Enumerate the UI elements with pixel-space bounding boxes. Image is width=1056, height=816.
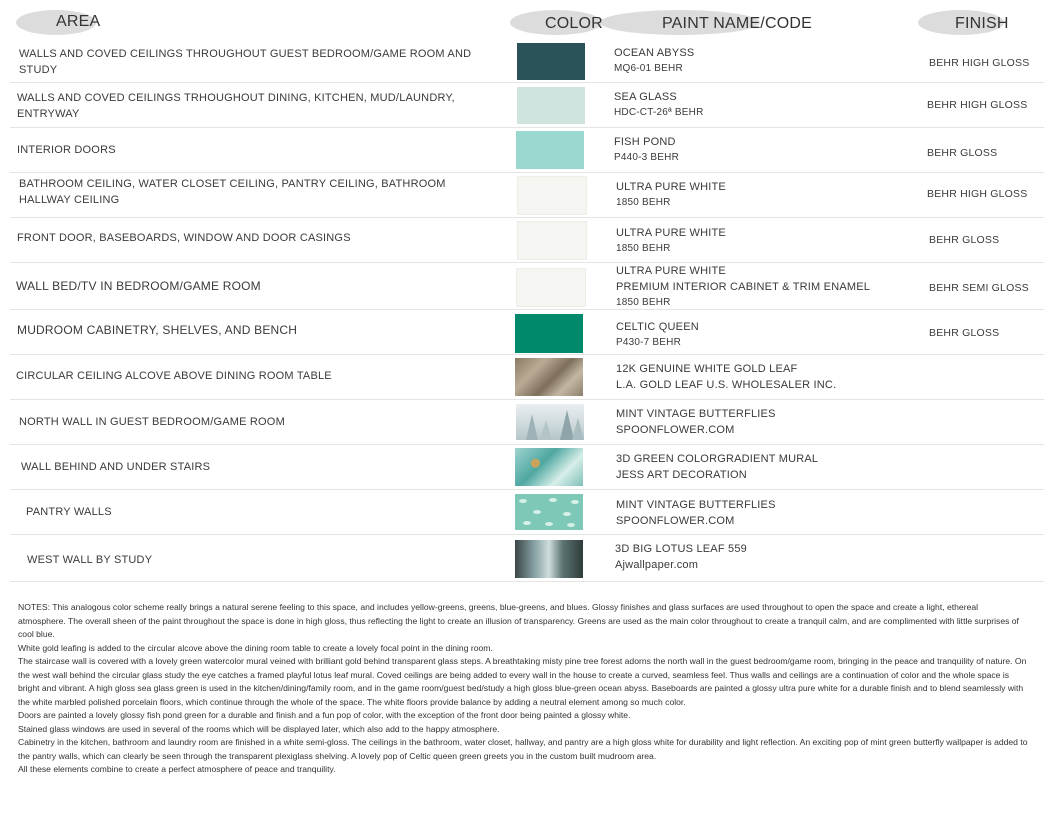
area-cell: BATHROOM CEILING, WATER CLOSET CEILING, PANTRY CEILING, BATHROOM HALLWAY CEILING — [19, 178, 446, 206]
notes-section — [18, 601, 1028, 777]
gold-leaf-swatch — [515, 358, 583, 396]
paint-cell — [614, 89, 704, 121]
paint-cell — [616, 497, 776, 529]
color-swatch — [516, 268, 586, 307]
notes-paragraph: Cabinetry in the kitchen, bathroom and laundry room are finished in a white semi-gloss. The ceilings in the bathroom, water closet, hallway, and pantry are a high gloss white for durability and light reflection. An exciting pop of mint green butterfly wallpaper is added to the pantry walls, which can clearly be seen through the transparent plexiglass shelving. A lovely pop of Celtic queen green greets you in the custom built mudroom area. — [18, 737, 1028, 761]
paint-cell — [616, 179, 726, 211]
finish-cell: BEHR HIGH GLOSS — [929, 57, 1030, 69]
paint-cell — [616, 263, 870, 311]
paint-code: 1850 BEHR — [616, 297, 671, 308]
forest-mural-swatch — [516, 404, 584, 440]
area-cell: WALLS AND COVED CEILINGS THROUGHOUT GUEST BEDROOM/GAME ROOM AND STUDY — [19, 48, 472, 76]
notes-paragraph: White gold leafing is added to the circular alcove above the dining room table to create a lovely focal point in the dining room. — [18, 642, 493, 653]
paint-cell — [616, 361, 836, 393]
paint-source: SPOONFLOWER.COM — [616, 515, 735, 527]
paint-cell — [614, 134, 679, 166]
area-cell: NORTH WALL IN GUEST BEDROOM/GAME ROOM — [19, 416, 285, 428]
paint-name: 12K GENUINE WHITE GOLD LEAF — [616, 363, 798, 375]
finish-cell: BEHR SEMI GLOSS — [929, 282, 1029, 294]
finish-cell: BEHR HIGH GLOSS — [927, 188, 1028, 200]
area-cell: MUDROOM CABINETRY, SHELVES, AND BENCH — [17, 323, 298, 337]
notes-paragraph: Doors are painted a lovely glossy fish pond green for a durable and finish and a fun pop of color, with the exception of the front door being painted a glossy white. — [18, 710, 631, 720]
paint-code: 1850 BEHR — [616, 243, 671, 254]
lotus-mural-swatch — [515, 540, 583, 578]
color-header: COLOR — [545, 15, 603, 32]
notes-paragraph: All these elements combine to create a perfect atmosphere of peace and tranquility. — [18, 764, 336, 774]
area-cell: FRONT DOOR, BASEBOARDS, WINDOW AND DOOR CASINGS — [17, 232, 351, 244]
paint-name: SEA GLASS — [614, 91, 677, 103]
paint-name: MINT VINTAGE BUTTERFLIES — [616, 499, 776, 511]
paint-code: MQ6-01 BEHR — [614, 63, 683, 74]
watercolor-mural-swatch — [515, 448, 583, 486]
paint-cell — [615, 541, 747, 573]
finish-header: FINISH — [955, 15, 1009, 32]
area-cell: WALL BEHIND AND UNDER STAIRS — [21, 461, 211, 473]
notes-paragraph: The staircase wall is covered with a lovely green watercolor mural veined with brilliant gold behind transparent glass steps. A breathtaking misty pine tree forest adorns the north wall in the guest bedroom/game room, bringing in the peace and tranquility of nature. On the west wall behind the circular glass study the eye catches a framed playful lotus leaf mural. Coved ceilings are being added to every wall in the house to create a curved, seamless feel. Thus walls and ceilings are a continuation of color and the whole space is bright and vibrant. A high gloss sea glass green is used in the kitchen/dining/family room, and in the game room/guest bed/study a high gloss blue-green ocean abyss. Baseboards are painted a glossy ultra pure white for a durable finish and to blend seamlessly with the white marbled polished porcelain floors, which continue through the whole of the space. The white floors provide balance by adding a neutral element among so much color. — [18, 656, 1027, 707]
color-swatch — [515, 314, 583, 353]
area-cell: CIRCULAR CEILING ALCOVE ABOVE DINING ROOM TABLE — [16, 370, 332, 382]
paint-cell — [616, 319, 699, 351]
paint-source: Ajwallpaper.com — [615, 559, 699, 571]
paint-cell — [616, 406, 776, 438]
paint-source: SPOONFLOWER.COM — [616, 424, 735, 436]
area-cell: WEST WALL BY STUDY — [27, 554, 153, 566]
paint-name: ULTRA PURE WHITE — [616, 227, 726, 239]
color-swatch — [517, 43, 585, 80]
finish-cell: BEHR GLOSS — [929, 234, 1000, 246]
paint-name: FISH POND — [614, 136, 676, 148]
area-header: AREA — [56, 13, 101, 30]
notes-paragraph: Stained glass windows are used in several of the rooms which will be displayed later, which also add to the happy atmosphere. — [18, 723, 500, 734]
paint-cell — [614, 45, 694, 77]
paint-cell — [616, 451, 818, 483]
paint-cell — [616, 225, 726, 257]
butterflies-icon — [515, 494, 583, 530]
paint-name: ULTRA PURE WHITE — [616, 181, 726, 193]
finish-cell: BEHR GLOSS — [927, 147, 998, 159]
paint-name: 3D GREEN COLORGRADIENT MURAL — [616, 453, 819, 465]
color-swatch — [517, 221, 587, 260]
area-cell: WALL BED/TV IN BEDROOM/GAME ROOM — [16, 279, 261, 293]
pine-trees-icon — [516, 404, 584, 440]
paint-supplier: L.A. GOLD LEAF U.S. WHOLESALER INC. — [616, 379, 837, 391]
color-swatch — [517, 176, 587, 215]
paint-name: 3D BIG LOTUS LEAF 559 — [615, 543, 747, 555]
paint-code: P430-7 BEHR — [616, 337, 682, 348]
finish-cell: BEHR HIGH GLOSS — [927, 99, 1028, 111]
paint-name: ULTRA PURE WHITE — [616, 265, 726, 277]
area-cell: PANTRY WALLS — [26, 506, 112, 518]
paint-header: PAINT NAME/CODE — [662, 15, 812, 32]
paint-product: PREMIUM INTERIOR CABINET & TRIM ENAMEL — [616, 281, 871, 293]
notes-paragraph: NOTES: This analogous color scheme really brings a natural serene feeling to this space, and includes yellow-greens, greens, blue-greens, and blues. Glossy finishes and glass surfaces are used throughout to open the space and create a light, ethereal atmosphere. The overall sheen of the paint throughout the space is done in high gloss, thus reflecting the light to create an illusion of transparency. Greens are used as the main color throughout to create a tranquil calm, and are complimented with little surprises of cool blue. — [18, 602, 1019, 639]
paint-name: OCEAN ABYSS — [614, 47, 695, 59]
area-cell: INTERIOR DOORS — [17, 144, 116, 156]
finish-cell: BEHR GLOSS — [929, 327, 1000, 339]
paint-name: MINT VINTAGE BUTTERFLIES — [616, 408, 776, 420]
butterfly-wallpaper-swatch — [515, 494, 583, 530]
paint-name: CELTIC QUEEN — [616, 321, 699, 333]
color-swatch — [516, 131, 584, 169]
paint-code: HDC-CT-26ª BEHR — [614, 107, 704, 118]
paint-source: JESS ART DECORATION — [616, 469, 747, 481]
color-swatch — [517, 87, 585, 124]
paint-code: 1850 BEHR — [616, 197, 671, 208]
paint-code: P440-3 BEHR — [614, 152, 680, 163]
area-cell: WALLS AND COVED CEILINGS TRHOUGHOUT DINING, KITCHEN, MUD/LAUNDRY, ENTRYWAY — [17, 92, 455, 120]
